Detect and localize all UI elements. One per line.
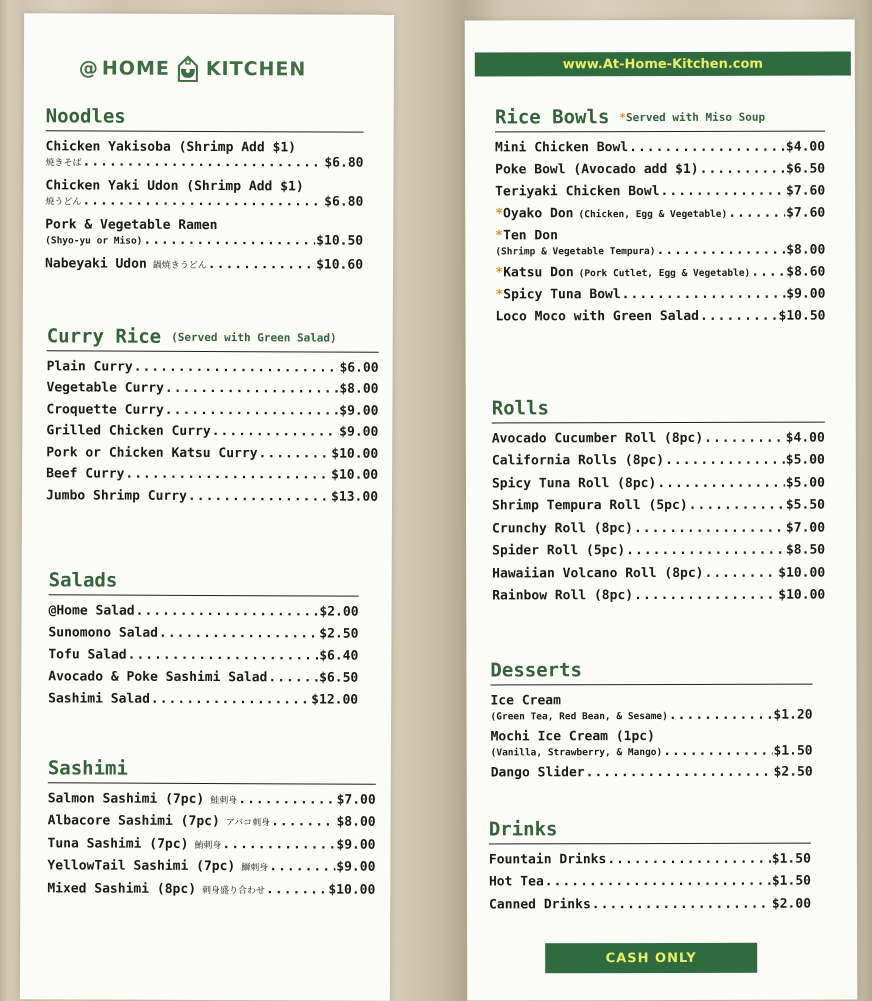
menu-item-name: Albacore Sashimi (7pc) [47,813,220,830]
star-marker: * [495,265,504,281]
menu-item-price: $7.60 [786,183,826,199]
menu-item [48,648,358,664]
menu-item [48,626,358,642]
menu-item-price: $5.50 [785,497,826,513]
menu-item-line [47,882,375,898]
menu-item [495,287,825,303]
menu-item-price: $4.00 [785,139,826,155]
dot-leader [151,693,310,709]
menu-item-line [495,287,825,303]
dot-leader [661,185,786,200]
menu-item-price: $1.50 [771,851,811,867]
menu-item-line [492,432,825,448]
menu-item [492,499,825,515]
dot-leader [607,853,770,868]
menu-item-name: YellowTail Sashimi (7pc) [47,858,236,875]
menu-item-name: Vegetable Curry [46,380,164,397]
menu-item [492,432,825,448]
menu-item-name: Pork or Chicken Katsu Curry [46,445,258,461]
menu-item-price: $6.00 [339,360,379,376]
menu-item-subtext: (Green Tea, Red Bean, & Sesame) [490,710,668,723]
desserts-heading: Desserts [490,659,812,686]
menu-item-line [489,875,811,891]
menu-item-name: Salmon Sashimi (7pc) [47,791,205,807]
menu-item [48,792,376,808]
menu-item [492,566,825,582]
menu-item-name: Dango Slider [490,764,585,781]
dot-leader [751,265,785,280]
salads-heading: Salads [49,569,359,596]
menu-item-line [48,815,376,831]
menu-item-detail: (Chicken, Egg & Vegetable) [578,208,728,221]
dot-leader [545,875,771,891]
menu-item-name: Mini Chicken Bowl [495,140,629,156]
dot-leader [669,709,773,724]
menu-item-price: $9.00 [336,859,376,876]
menu-item-price: $10.50 [778,308,826,324]
menu-item-price: $2.00 [771,896,812,912]
dot-leader [82,194,323,210]
menu-item-name: Oyako Don [503,206,574,222]
dot-leader [212,425,339,440]
dot-leader [657,477,785,492]
menu-item [46,446,378,462]
menu-item-name: Avocado & Poke Sashimi Salad [48,669,268,686]
menu-item-price: $10.00 [778,565,826,581]
menu-item-line [492,589,825,605]
noodles-heading: Noodles [46,105,364,132]
menu-item-price: $10.00 [331,467,379,483]
menu-item-price: $6.50 [319,670,359,686]
menu-item [48,670,358,686]
dot-leader [704,432,785,447]
menu-item-name: Nabeyaki Udon [45,255,147,272]
drinks-heading: Drinks [489,818,811,845]
dot-leader [82,155,323,171]
menu-item-line [47,837,375,853]
logo-kitchen: KITCHEN [205,57,307,81]
menu-item [49,604,359,620]
menu-item-line [46,403,378,419]
menu-item-price: $1.20 [773,707,813,723]
menu-item [46,489,378,505]
menu-item [495,184,825,200]
menu-item-name: Teriyaki Chicken Bowl [495,183,660,200]
rolls-heading: Rolls [492,397,825,424]
menu-item-line [495,163,825,179]
menu-item-price: $6.50 [785,161,826,177]
menu-item-line [46,425,378,441]
menu-item-price: $7.00 [336,792,376,808]
menu-item-price: $8.00 [786,242,826,258]
menu-item-subtext: (Vanilla, Strawberry, & Mango) [490,746,663,759]
menu-item-price: $9.00 [786,286,826,302]
menu-item-name: Hot Tea [488,874,544,890]
menu-item-price: $9.00 [339,424,379,441]
menu-item-price: $1.50 [771,874,811,890]
star-marker: * [495,286,504,302]
menu-item-price: $5.00 [785,475,825,491]
menu-item-line [49,604,359,620]
menu-item [46,382,378,398]
dot-leader [634,521,785,536]
menu-item-name: Croquette Curry [46,402,164,418]
menu-item-name: Tofu Salad [48,647,127,663]
dot-leader [269,861,335,876]
menu-item-line [48,648,358,664]
menu-item [47,860,375,876]
dot-leader [704,566,777,581]
drinks-section [489,818,811,921]
menu-item [48,692,358,708]
menu-item-line [490,694,812,710]
menu-item [495,141,825,157]
menu-item-line [495,184,825,200]
menu-item [45,140,363,171]
menu-item [489,897,811,913]
rolls-section [492,397,826,612]
menu-item-name: Spicy Tuna Bowl [503,286,621,302]
japanese-name: アバコ刺身 [225,818,271,829]
japanese-name: 鍋焼きうどん [152,260,207,271]
menu-item-line [491,709,813,725]
dot-leader [128,649,319,665]
menu-item-price: $10.00 [778,587,826,603]
menu-item-line [491,744,813,760]
menu-item-line [495,243,825,259]
menu-item-line [48,792,376,808]
menu-item-line [489,897,811,913]
menu-item-line [48,692,358,708]
menu-item-price: $10.00 [328,882,376,898]
menu-item-name: Hawaiian Volcano Roll (8pc) [492,565,704,582]
menu-item [48,815,376,831]
menu-item-price: $2.50 [773,764,813,780]
menu-item [46,403,378,419]
menu-item [47,882,375,898]
curry-section [46,325,379,512]
house-bowl-icon [175,54,201,84]
dot-leader [271,816,335,831]
dot-leader [663,745,772,760]
menu-item [491,729,813,760]
menu-item [489,875,811,891]
menu-item-price: $6.80 [324,155,364,171]
menu-item [492,521,825,537]
dot-leader [238,793,335,808]
dot-leader [188,490,330,506]
menu-item [492,476,825,492]
menu-item-line [491,765,813,781]
menu-item-price: $2.50 [319,626,359,642]
menu-item-name: Ten Don [503,228,558,244]
japanese-name: 鮪刺身 [194,840,222,851]
menu-item-name: Shrimp Tempura Roll (5pc) [491,498,688,514]
menu-item-name: Spicy Tuna Roll (8pc) [491,475,657,492]
menu-item-price: $10.00 [331,446,379,462]
dot-leader [134,361,339,377]
menu-item-name: Crunchy Roll (8pc) [492,520,633,537]
dot-leader [700,309,778,324]
menu-item-subtext: (Shrimp & Vegetable Tempura) [495,245,656,258]
menu-item [492,544,825,560]
menu-item-price: $2.00 [319,604,359,620]
menu-item-name: Loco Moco with Green Salad [495,308,700,324]
rice-bowls-note-text: Served with Miso Soup [625,110,766,125]
menu-item-line [495,265,825,281]
curry-heading [47,325,379,352]
menu-item-price: $13.00 [331,489,379,505]
noodles-section [45,105,364,282]
menu-item-price: $6.80 [324,194,364,210]
menu-item-line [492,521,825,537]
sashimi-heading: Sashimi [48,757,376,784]
menu-item-price: $12.00 [311,692,359,708]
menu-item-line [492,476,825,492]
menu-item-line [492,499,825,515]
menu-item-line [46,467,378,483]
menu-item-line [45,233,363,249]
curry-heading-title: Curry Rice [46,325,162,348]
menu-item-line [48,670,358,686]
cash-only-label: CASH ONLY [605,950,697,966]
dot-leader [222,838,335,853]
dot-leader [665,454,785,469]
star-marker: * [495,206,504,222]
dot-leader [136,605,319,621]
menu-item-name: Mochi Ice Cream (1pc) [490,728,655,745]
menu-item-line [495,141,825,157]
dot-leader [208,258,315,273]
menu-item-line [492,454,825,470]
menu-item-name: Poke Bowl (Avocado add $1) [495,161,699,178]
menu-item [492,454,825,470]
dot-leader [266,883,327,898]
dot-leader [592,898,771,913]
menu-item-price: $7.00 [785,520,826,536]
logo-home: HOME [101,57,170,80]
menu-item-name: Mixed Sashimi (8pc) [47,881,197,897]
menu-item [47,837,375,853]
menu-item-detail: (Pork Cutlet, Egg & Vegetable) [578,267,751,279]
rice-bowls-section [495,106,826,332]
menu-item-price: $10.60 [316,257,364,273]
menu-item [45,179,363,210]
menu-item-name: Beef Curry [46,466,125,482]
japanese-name: 刺身盛り合わせ [202,885,266,897]
menu-item [46,467,378,483]
menu-item-name: Avocado Cucumber Roll (8pc) [491,430,704,447]
dot-leader [629,141,785,156]
dot-leader [656,243,785,258]
menu-item-line [45,179,363,195]
menu-item-price: $10.50 [316,233,364,249]
cash-only-banner [545,943,757,974]
menu-item-line [48,626,358,642]
dot-leader [125,468,330,484]
menu-item-name: Chicken Yakisoba (Shrimp Add $1) [45,139,297,156]
menu-item [495,228,825,259]
menu-item-price: $8.00 [339,382,379,398]
menu-item-name: Jumbo Shrimp Curry [46,487,187,504]
japanese-name: 鰤刺身 [241,863,269,874]
restaurant-logo [79,53,307,84]
logo-at: @ [78,57,99,80]
menu-item-line [492,566,825,582]
rice-bowls-note-star: * [619,111,627,125]
menu-item-name: Pork & Vegetable Ramen [45,217,218,233]
japanese-name: 鮭刺身 [210,796,238,807]
rice-bowls-heading-note [619,111,765,124]
menu-item-line [47,860,375,876]
menu-item-price: $8.00 [336,815,376,831]
menu-item-price: $7.60 [786,205,826,221]
menu-item-line [46,382,378,398]
menu-item-name: Chicken Yaki Udon (Shrimp Add $1) [45,178,304,195]
menu-item [491,765,813,781]
dot-leader [586,765,773,780]
dot-leader [165,404,339,420]
star-marker: * [495,228,504,244]
menu-item-line [46,446,378,462]
menu-item [495,309,825,325]
dot-leader [259,447,331,462]
menu-item-line [495,206,825,222]
website-banner [475,52,851,77]
menu-item-price: $9.00 [339,403,379,419]
menu-item-name: Fountain Drinks [488,852,607,868]
dot-leader [165,382,339,398]
menu-item-line [492,544,825,560]
menu-item [47,360,379,376]
menu-item [45,257,363,273]
dot-leader [622,287,786,302]
menu-item-line [46,140,364,156]
menu-item-name: Katsu Don [503,264,574,281]
menu-item [495,206,825,222]
menu-item [45,218,363,249]
menu-item-price: $1.50 [773,743,813,759]
dot-leader [268,671,318,686]
menu-item [495,163,825,179]
desserts-section [490,659,812,788]
japanese-name: 焼うどん [45,197,82,208]
japanese-name: 焼きそば [45,158,82,169]
menu-item-line [495,228,825,244]
menu-item-line [46,489,378,505]
menu-item-line [45,218,363,234]
menu-item-price: $5.00 [785,453,825,469]
dot-leader [728,206,785,221]
menu-item [46,425,378,441]
menu-item-line [491,729,813,745]
dot-leader [143,233,315,249]
menu-item [492,589,825,605]
rice-bowls-heading [495,106,825,133]
menu-right-panel [465,19,858,1000]
menu-item-line [45,194,363,210]
dot-leader [626,544,785,559]
menu-item-name: Spider Roll (5pc) [492,543,626,559]
menu-item-name: Sunomono Salad [48,625,159,641]
menu-item-price: $9.00 [336,837,376,853]
menu-item-name: Grilled Chicken Curry [46,423,211,440]
menu-item-name: Plain Curry [46,359,133,375]
menu-item-name: Tuna Sashimi (7pc) [47,836,189,852]
menu-item-price: $6.40 [319,648,359,664]
rice-bowls-heading-title: Rice Bowls [494,106,610,129]
menu-item-subtext: (Shyo-yu or Miso) [45,234,143,247]
menu-item-name: @Home Salad [48,603,135,619]
menu-item-price: $8.60 [786,264,826,280]
menu-item-price: $4.00 [785,430,825,446]
menu-item-line [489,853,811,869]
curry-heading-note: (Served with Green Salad) [171,330,337,345]
menu-item [489,853,811,869]
menu-item [495,265,825,281]
menu-item-name: Ice Cream [490,693,561,709]
menu-item-name: Canned Drinks [489,897,591,913]
dot-leader [159,627,318,643]
dot-leader [700,163,785,178]
website-url: www.At-Home-Kitchen.com [562,56,763,72]
menu-item-line [47,360,379,376]
menu-item-line [45,155,363,171]
menu-item [490,694,812,725]
dot-leader [689,499,785,514]
sashimi-section [47,757,376,906]
menu-item-price: $8.50 [785,542,826,558]
menu-item-line [45,257,363,273]
menu-item-name: Sashimi Salad [48,691,150,707]
menu-item-name: Rainbow Roll (8pc) [492,588,634,604]
menu-item-name: California Rolls (8pc) [491,453,665,469]
menu-item-line [495,309,825,325]
menu-left-panel [20,13,394,1001]
salads-section [48,569,359,715]
dot-leader [634,589,777,604]
